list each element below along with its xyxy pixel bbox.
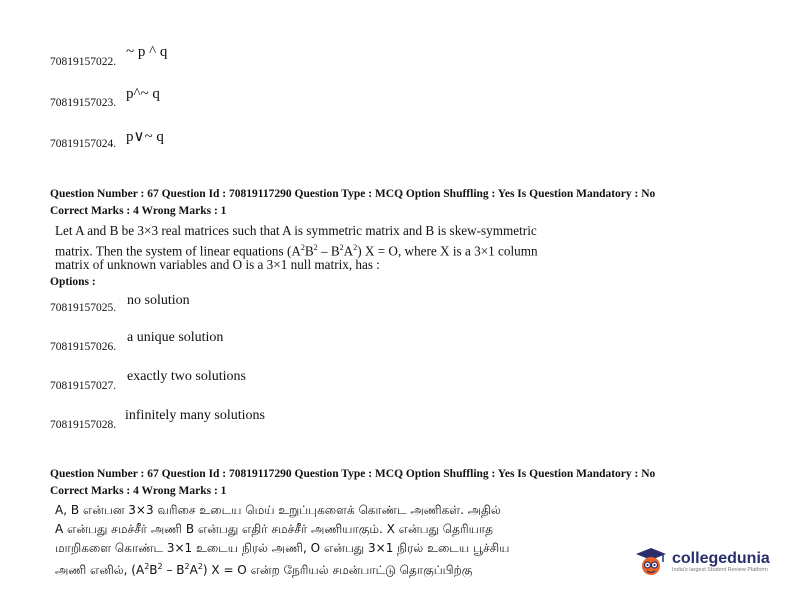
option-text: p∨~ q — [126, 129, 164, 145]
option-text: a unique solution — [127, 330, 224, 345]
logo-tagline: India's largest Student Review Platform — [672, 566, 768, 573]
option-text: ~ p ^ q — [126, 44, 168, 60]
option-id: 70819157023. — [50, 97, 117, 109]
option-id: 70819157026. — [50, 341, 117, 353]
question-line-tamil: A என்பது சமச்சீர் அணி B என்பது எதிர் சமச்சீர் அணியாகும். X என்பது தெரியாத — [55, 522, 493, 536]
option-id: 70819157025. — [50, 302, 117, 314]
question-line: Let A and B be 3×3 real matrices such that A is symmetric matrix and B is skew-symmetric — [55, 223, 537, 238]
question-line: matrix of unknown variables and O is a 3×1 null matrix, has : — [55, 257, 380, 272]
option-id: 70819157028. — [50, 419, 117, 431]
question-line-tamil: அணி எனில், $(A^2B^2 - B^2A^2) X = O$ என்ற நேரியல் சமன்பாட்டு தொகுப்பிற்கு — [55, 562, 473, 577]
question-line: matrix. Then the system of linear equations $(A^2B^2 - B^2A^2) X = O$, where X is a 3×1 column — [55, 243, 538, 259]
marks-line: Correct Marks : 4 Wrong Marks : 1 — [50, 205, 227, 217]
option-text: infinitely many solutions — [125, 408, 265, 423]
graduate-mascot-icon — [634, 545, 668, 579]
option-id: 70819157024. — [50, 138, 117, 150]
question-line-tamil: A, B என்பன 3×3 வரிசை உடைய மெய் உறுப்புகளைக் கொண்ட அணிகள். அதில் — [55, 503, 501, 517]
option-id: 70819157022. — [50, 56, 117, 68]
option-text: no solution — [127, 293, 190, 308]
marks-line: Correct Marks : 4 Wrong Marks : 1 — [50, 485, 227, 497]
collegedunia-logo — [634, 538, 774, 586]
option-text: exactly two solutions — [127, 369, 246, 384]
question-header: Question Number : 67 Question Id : 70819117290 Question Type : MCQ Option Shuffling : Yes Is Question Mandatory : No — [50, 468, 656, 480]
option-id: 70819157027. — [50, 380, 117, 392]
options-label: Options : — [50, 276, 96, 288]
question-line-tamil: மாறிகளை கொண்ட 3×1 உடைய நிரல் அணி, O என்பது 3×1 நிரல் உடைய பூச்சிய — [55, 541, 510, 555]
logo-wordmark: collegedunia — [672, 549, 770, 567]
option-text: p^~ q — [126, 86, 160, 102]
question-header: Question Number : 67 Question Id : 70819117290 Question Type : MCQ Option Shuffling : Yes Is Question Mandatory : No — [50, 188, 656, 200]
